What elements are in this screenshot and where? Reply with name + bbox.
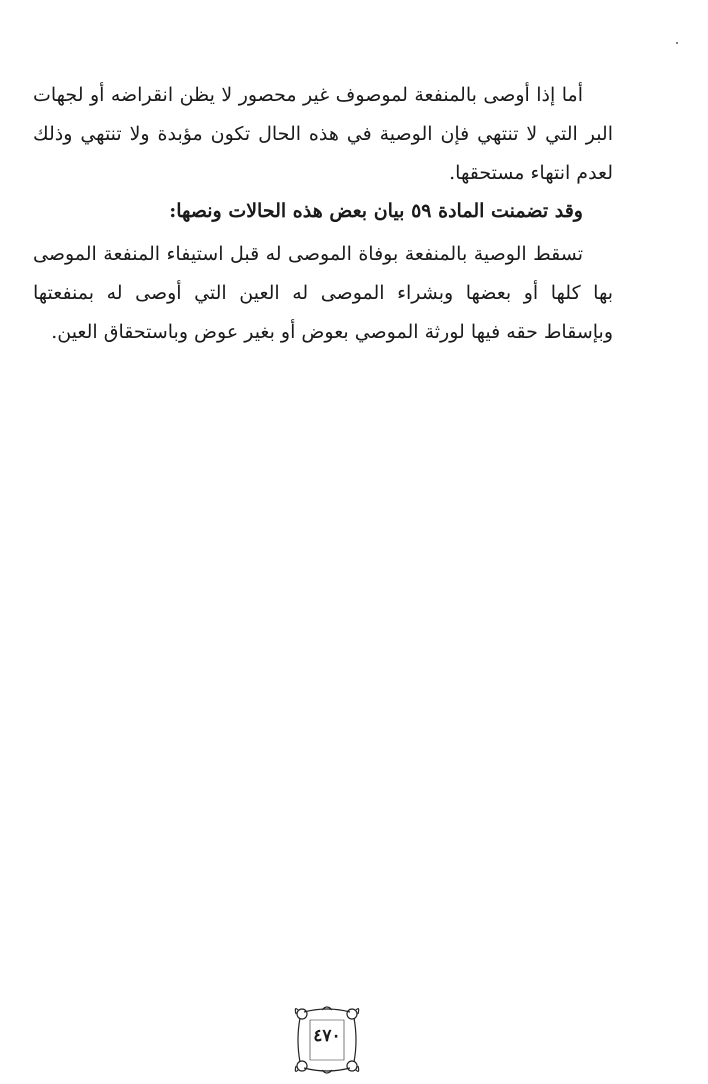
paragraph-article-59-text: تسقط الوصية بالمنفعة بوفاة الموصى له قبل استيفاء المنفعة الموصى بها كلها أو بعضها وبشراء الموصى له العين التي أوصى له بمنفعتها وبإسقاط حقه فيها لورثة الموصي بعوض أو بغير عوض وباستحقاق العين. [33, 243, 613, 343]
paragraph-intro [33, 76, 613, 193]
scan-speck [676, 42, 678, 44]
paragraph-article-59 [33, 235, 613, 352]
paragraph-intro-text: أما إذا أوصى بالمنفعة لموصوف غير محصور لا يظن انقراضه أو لجهات البر التي لا تنتهي فإن الوصية في هذه الحال تكون مؤبدة ولا تنتهي وذلك لعدم انتهاء مستحقها. [33, 84, 613, 184]
section-heading: وقد تضمنت المادة ٥٩ بيان بعض هذه الحالات ونصها: [169, 200, 583, 222]
page-number: ٤٧٠ [313, 1026, 341, 1046]
page-number-frame [292, 1004, 362, 1076]
